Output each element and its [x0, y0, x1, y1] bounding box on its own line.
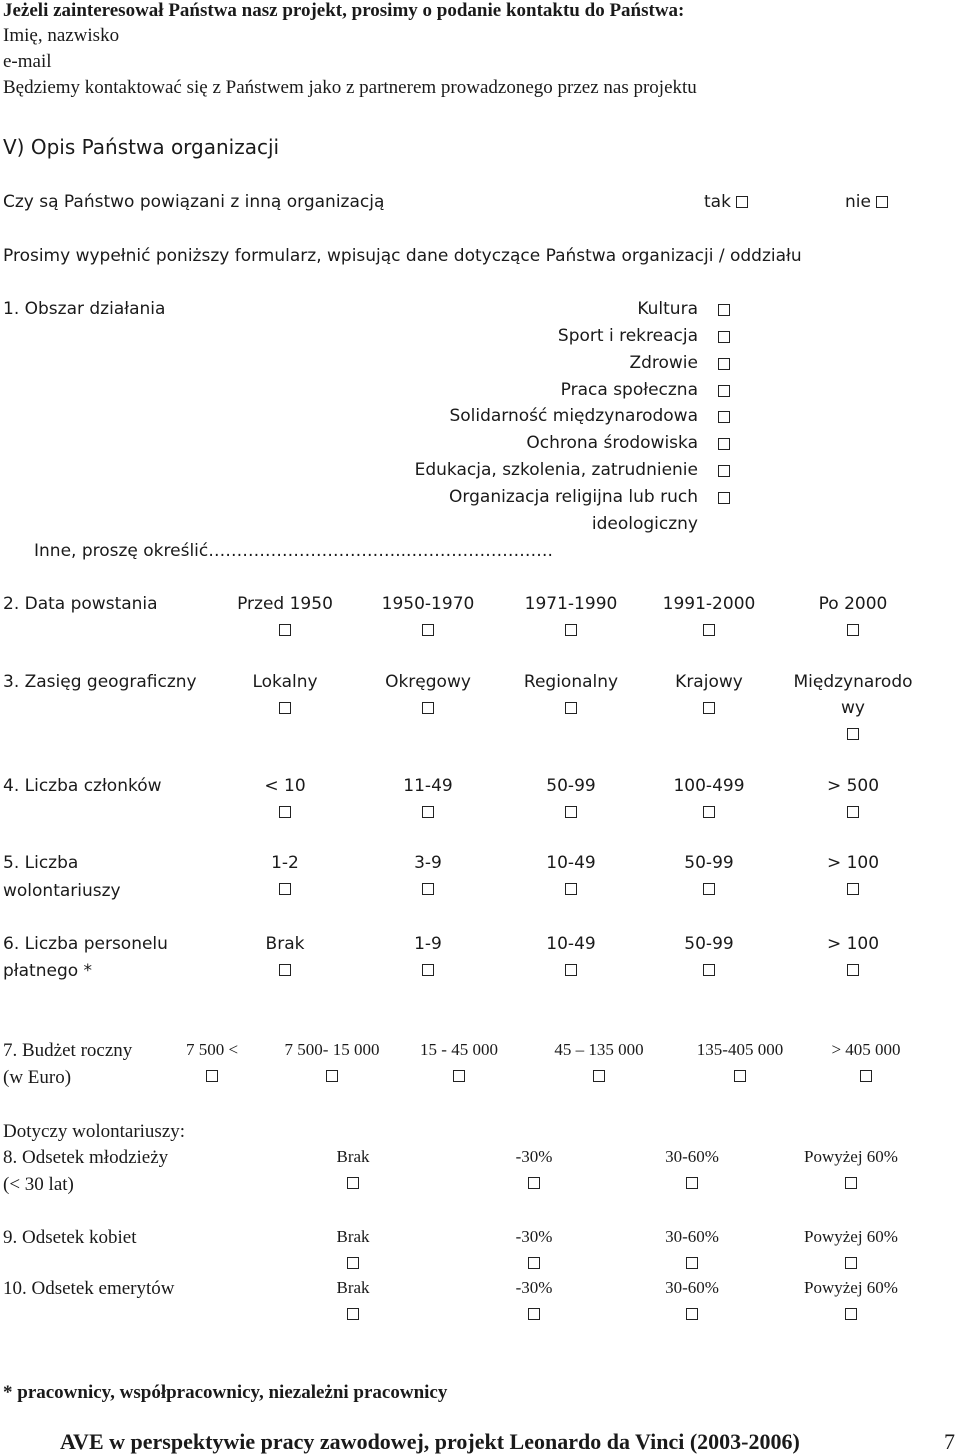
- q5-option-checkbox[interactable]: [565, 883, 577, 895]
- q1-other-field[interactable]: Inne, proszę określić……………………………...…………………….: [34, 541, 553, 561]
- q1-option-cont: ideologiczny: [591, 514, 698, 534]
- q10-option-label: -30%: [515, 1278, 553, 1297]
- q10-option-checkbox[interactable]: [528, 1308, 540, 1320]
- q2-option-label: 1991-2000: [662, 594, 756, 614]
- q2-option-label: 1971-1990: [524, 594, 618, 614]
- q1-option-checkbox[interactable]: [718, 492, 730, 504]
- q9-option-checkbox[interactable]: [347, 1257, 359, 1269]
- q2-option-label: Przed 1950: [237, 594, 333, 614]
- q3-option-cont: wy: [841, 698, 865, 718]
- q1-option-label: Kultura: [637, 299, 698, 319]
- linked-no-checkbox[interactable]: [876, 196, 888, 208]
- q8-option-label: 30-60%: [665, 1147, 719, 1166]
- q5-option-label: > 100: [826, 853, 880, 873]
- q6-label-b: płatnego *: [3, 961, 93, 981]
- q7-option-label: 7 500- 15 000: [284, 1040, 380, 1059]
- q5-option-checkbox[interactable]: [279, 883, 291, 895]
- q6-option-checkbox[interactable]: [422, 964, 434, 976]
- q1-option-label: Solidarność międzynarodowa: [449, 406, 698, 426]
- linked-yes-checkbox[interactable]: [736, 196, 748, 208]
- q8-option-checkbox[interactable]: [528, 1177, 540, 1189]
- q1-option-checkbox[interactable]: [718, 438, 730, 450]
- q4-option-checkbox[interactable]: [847, 806, 859, 818]
- linked-no-option: [845, 192, 888, 212]
- q10-option-label: Powyżej 60%: [804, 1278, 898, 1297]
- q4-option-checkbox[interactable]: [279, 806, 291, 818]
- q8-option-checkbox[interactable]: [845, 1177, 857, 1189]
- q7-label-a: 7. Budżet roczny: [3, 1040, 133, 1061]
- q3-option-checkbox[interactable]: [422, 702, 434, 714]
- q7-option-checkbox[interactable]: [860, 1070, 872, 1082]
- q6-option-checkbox[interactable]: [279, 964, 291, 976]
- q2-option-checkbox[interactable]: [847, 624, 859, 636]
- q7-label-b: (w Euro): [3, 1067, 72, 1088]
- q7-option-checkbox[interactable]: [206, 1070, 218, 1082]
- q4-option-label: 100-499: [673, 776, 745, 796]
- q1-option-checkbox[interactable]: [718, 411, 730, 423]
- q5-option-label: 3-9: [414, 853, 442, 873]
- q3-option-checkbox[interactable]: [565, 702, 577, 714]
- q4-option-checkbox[interactable]: [422, 806, 434, 818]
- q7-option-checkbox[interactable]: [734, 1070, 746, 1082]
- q6-option-label: Brak: [265, 934, 305, 954]
- q1-option-label: Praca społeczna: [560, 380, 698, 400]
- q7-option-label: 135-405 000: [696, 1040, 784, 1059]
- q8-option-label: Brak: [336, 1147, 370, 1166]
- q7-option-checkbox[interactable]: [453, 1070, 465, 1082]
- q9-option-label: 30-60%: [665, 1227, 719, 1246]
- q1-option-checkbox[interactable]: [718, 465, 730, 477]
- q5-option-label: 10-49: [546, 853, 596, 873]
- q3-option-label: Krajowy: [675, 672, 743, 692]
- q10-option-label: Brak: [336, 1278, 370, 1297]
- q7-option-checkbox[interactable]: [326, 1070, 338, 1082]
- q3-option-label: Regionalny: [523, 672, 619, 692]
- q1-option-label: Sport i rekreacja: [557, 326, 698, 346]
- q4-option-checkbox[interactable]: [565, 806, 577, 818]
- q6-option-label: 1-9: [414, 934, 442, 954]
- q4-option-checkbox[interactable]: [703, 806, 715, 818]
- q2-option-checkbox[interactable]: [279, 624, 291, 636]
- q3-option-checkbox[interactable]: [847, 728, 859, 740]
- intro-line-4: Będziemy kontaktować się z Państwem jako z partnerem prowadzonego przez nas projektu: [3, 77, 697, 98]
- q5-option-checkbox[interactable]: [847, 883, 859, 895]
- q3-option-label: Lokalny: [252, 672, 318, 692]
- page-number: 7: [944, 1429, 955, 1454]
- q8-option-checkbox[interactable]: [347, 1177, 359, 1189]
- footer-title: AVE w perspektywie pracy zawodowej, projekt Leonardo da Vinci (2003-2006): [60, 1429, 800, 1454]
- q1-option-label: Edukacja, szkolenia, zatrudnienie: [414, 460, 698, 480]
- q2-option-checkbox[interactable]: [422, 624, 434, 636]
- q3-option-label: Okręgowy: [385, 672, 471, 692]
- q7-option-label: 7 500 <: [185, 1040, 239, 1059]
- q1-option-checkbox[interactable]: [718, 304, 730, 316]
- q4-option-label: 11-49: [403, 776, 453, 796]
- form-instruction: Prosimy wypełnić poniższy formularz, wpisując dane dotyczące Państwa organizacji / oddziału: [3, 246, 802, 266]
- q8-option-label: Powyżej 60%: [804, 1147, 898, 1166]
- q10-option-label: 30-60%: [665, 1278, 719, 1297]
- q6-option-checkbox[interactable]: [703, 964, 715, 976]
- q2-option-checkbox[interactable]: [565, 624, 577, 636]
- q9-option-label: -30%: [515, 1227, 553, 1246]
- q8-label-b: (< 30 lat): [3, 1174, 74, 1195]
- q5-label-b: wolontariuszy: [3, 881, 121, 901]
- q1-option-label: Organizacja religijna lub ruch: [449, 487, 698, 507]
- intro-line-1: Jeżeli zainteresował Państwa nasz projekt, prosimy o podanie kontaktu do Państwa:: [3, 0, 685, 21]
- q4-option-label: > 500: [826, 776, 880, 796]
- q3-option-label: Międzynarodo: [793, 672, 913, 692]
- q5-option-label: 1-2: [271, 853, 299, 873]
- q1-option-label: Zdrowie: [629, 353, 698, 373]
- q7-option-label: 45 – 135 000: [554, 1040, 644, 1059]
- q7-option-label: > 405 000: [831, 1040, 901, 1059]
- q9-option-checkbox[interactable]: [845, 1257, 857, 1269]
- q6-label-a: 6. Liczba personelu: [3, 934, 168, 954]
- q3-option-checkbox[interactable]: [279, 702, 291, 714]
- volunteers-heading: Dotyczy wolontariuszy:: [3, 1121, 186, 1142]
- q5-option-checkbox[interactable]: [422, 883, 434, 895]
- q7-option-label: 15 - 45 000: [420, 1040, 498, 1059]
- q9-label: 9. Odsetek kobiet: [3, 1227, 137, 1248]
- q3-option-checkbox[interactable]: [703, 702, 715, 714]
- q6-option-label: 10-49: [546, 934, 596, 954]
- q1-option-label: Ochrona środowiska: [526, 433, 698, 453]
- q9-option-label: Brak: [336, 1227, 370, 1246]
- q9-option-label: Powyżej 60%: [804, 1227, 898, 1246]
- q10-option-checkbox[interactable]: [845, 1308, 857, 1320]
- q9-option-checkbox[interactable]: [686, 1257, 698, 1269]
- q6-option-checkbox[interactable]: [847, 964, 859, 976]
- q2-label: 2. Data powstania: [3, 594, 158, 614]
- q1-option-checkbox[interactable]: [718, 358, 730, 370]
- q3-label: 3. Zasięg geograficzny: [3, 672, 197, 692]
- intro-email-label: e-mail: [3, 51, 52, 72]
- q4-option-label: < 10: [264, 776, 306, 796]
- q5-option-checkbox[interactable]: [703, 883, 715, 895]
- q7-option-checkbox[interactable]: [593, 1070, 605, 1082]
- q4-option-label: 50-99: [546, 776, 596, 796]
- q2-option-label: Po 2000: [818, 594, 888, 614]
- q5-label-a: 5. Liczba: [3, 853, 79, 873]
- q1-option-checkbox[interactable]: [718, 331, 730, 343]
- intro-name-label: Imię, nazwisko: [3, 25, 120, 46]
- q8-option-label: -30%: [515, 1147, 553, 1166]
- q4-label: 4. Liczba członków: [3, 776, 162, 796]
- q10-label: 10. Odsetek emerytów: [3, 1278, 175, 1299]
- footnote: * pracownicy, współpracownicy, niezależni pracownicy: [3, 1382, 448, 1403]
- q2-option-checkbox[interactable]: [703, 624, 715, 636]
- q2-option-label: 1950-1970: [381, 594, 475, 614]
- linked-question: Czy są Państwo powiązani z inną organizacją: [3, 192, 385, 212]
- section-title: V) Opis Państwa organizacji: [3, 135, 280, 159]
- q5-option-label: 50-99: [684, 853, 734, 873]
- q6-option-checkbox[interactable]: [565, 964, 577, 976]
- q8-option-checkbox[interactable]: [686, 1177, 698, 1189]
- linked-yes-option: [704, 192, 748, 212]
- q6-option-label: 50-99: [684, 934, 734, 954]
- q1-label: 1. Obszar działania: [3, 299, 166, 319]
- linked-yes-label: tak: [704, 192, 731, 212]
- q9-option-checkbox[interactable]: [528, 1257, 540, 1269]
- q10-option-checkbox[interactable]: [686, 1308, 698, 1320]
- q1-option-checkbox[interactable]: [718, 385, 730, 397]
- q6-option-label: > 100: [826, 934, 880, 954]
- q8-label-a: 8. Odsetek młodzieży: [3, 1147, 169, 1168]
- q10-option-checkbox[interactable]: [347, 1308, 359, 1320]
- linked-no-label: nie: [845, 192, 871, 212]
